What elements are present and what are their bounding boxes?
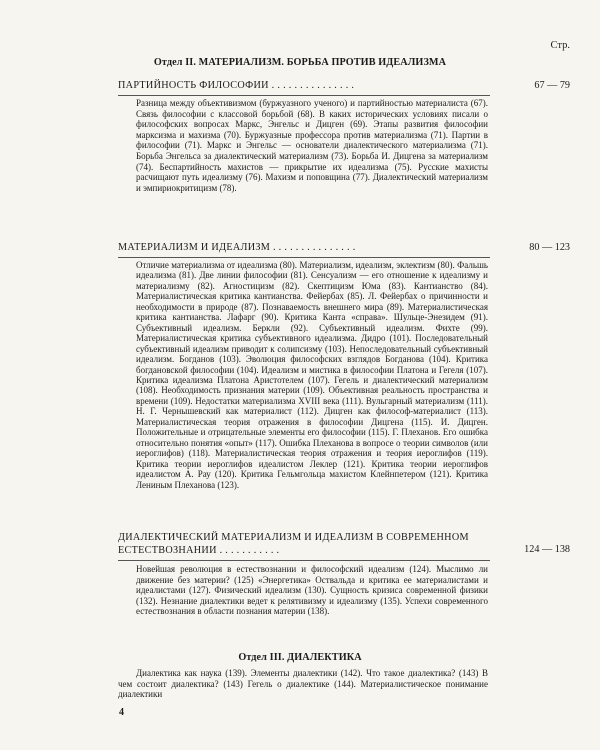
toc-entry-materialism-idealism [118, 242, 570, 532]
toc-entry-dialectical-materialism [118, 531, 570, 641]
toc-entry-pages: 124 — 138 [524, 544, 570, 555]
toc-entry-pages: 80 — 123 [529, 242, 570, 253]
toc-entry-rule [118, 560, 490, 561]
toc-entry-body: Новейшая революция в естествознании и философский идеализм (124). Мыслимо ли движение без материи? (125) «Энергетика» Оствальда и критика ее материалистами и идеалистами (127). Физический идеализм (130). Сущность кризиса современной физики (132). Незнание диалектики ведет к релятивизму и идеализму (135). Успехи современного естествознания в области познания материи (138). [136, 564, 488, 617]
page-column-label: Стр. [550, 40, 570, 51]
toc-entry-pages: 67 — 79 [534, 80, 570, 91]
toc-entry-partisanship [118, 80, 570, 230]
toc-entry-title: МАТЕРИАЛИЗМ И ИДЕАЛИЗМ . . . . . . . . . . . . . . . [118, 242, 356, 253]
toc-entry-body: Разница между объективизмом (буржуазного ученого) и партийностью материалиста (67). Связь философии с классовой борьбой (68). В каких исторических условиях писали о философских вопросах Маркс, Энгельс и Дицген (69). Этапы развития философии марксизма и махизма (70). Буржуазные профессора против материализма (71). Партии в философии (71). Маркс и Энгельс — основатели диалектического материализма (71). Борьба Энгельса за диалектический материализм (73). Борьба И. Дицгена за материализм (74). Беспартийность махистов — прикрытие их идеализма (75). Русские махисты расчищают путь идеализму (76). Махизм и поповщина (77). Диалектический материализм и эмпириокритицизм (78). [136, 98, 488, 193]
toc-entry-body: Отличие материализма от идеализма (80). Материализм, идеализм, эклектизм (80). Фальшь идеализма (81). Две линии философии (81). Сенсуализм — его отношение к идеализму и материализму (82). Агностицизм (82). Скептицизм Юма (83). Кантианство (84). Материалистическая критика кантианства. Фейербах (85). Л. Фейербах о причинности и необходимости в природе (87). Познаваемость внешнего мира (89). Материалистическая критика кантианства. Лафарг (90). Критика Канта «справа». Шульце-Энезидем (91). Субъективный идеализм. Беркли (92). Субъективный идеализм. Фихте (99). Материалистическая критика субъективного идеализма. Дидро (101). Последовательный субъективный идеализм приводит к солипсизму (103). Непоследовательный субъективный идеализм. Богданов (103). Эволюция философских взглядов Богданова (104). Критика богдановской философии (104). Идеализм и мистика в философии Платона и Гегеля (107). Критика идеализма Платона Аристотелем (107). Гегель и диалектический материализм (108). Необходимость признания материи (109). Объективная реальность пространства и времени (109). Недостатки материализма XVIII века (111). Вульгарный материализм (111). Н. Г. Чернышевский как материалист (112). Дицген как философ-материалист (113). Материалистическая теория отражения в философии Дицгена (115). И. Дицген. Положительные и отрицательные элементы его философии (115). Г. Плеханов. Его ошибка относительно понятия «опыт» (117). Ошибка Плеханова в вопросе о теории символов (или иероглифов) (118). Материалистическая теория отражения и теория иероглифов (119). Критика теории иероглифов идеалистом Леклер (121). Критика теории иероглифов идеалистом А. Рау (120). Критика Гельмгольца махистом Клейнпетером (121). Критика Лениным Плеханова (123). [136, 260, 488, 490]
section-heading-materialism: Отдел II. МАТЕРИАЛИЗМ. БОРЬБА ПРОТИВ ИДЕАЛИЗМА [153, 57, 447, 68]
toc-entry-rule [118, 257, 490, 258]
toc-entry-header [118, 242, 570, 258]
toc-entry-header [118, 80, 570, 96]
page-number: 4 [119, 707, 124, 718]
toc-entry-header [118, 531, 570, 561]
toc-entry-rule [118, 95, 490, 96]
toc-entry-title: ДИАЛЕКТИЧЕСКИЙ МАТЕРИАЛИЗМ И ИДЕАЛИЗМ В СОВРЕМЕННОМ ЕСТЕСТВОЗНАНИИ . . . . . . . . . . . [118, 532, 469, 556]
section-heading-dialectics: Отдел III. ДИАЛЕКТИКА [238, 652, 362, 663]
toc-entry-dialectics-intro [118, 668, 570, 704]
toc-entry-body: Диалектика как наука (139). Элементы диалектики (142). Что такое диалектика? (143) В чем состоит диалектика? (143) Гегель о диалектике (144). Материалистическое понимание диалектики [118, 668, 488, 700]
toc-entry-title: ПАРТИЙНОСТЬ ФИЛОСОФИИ . . . . . . . . . . . . . . . [118, 80, 355, 91]
